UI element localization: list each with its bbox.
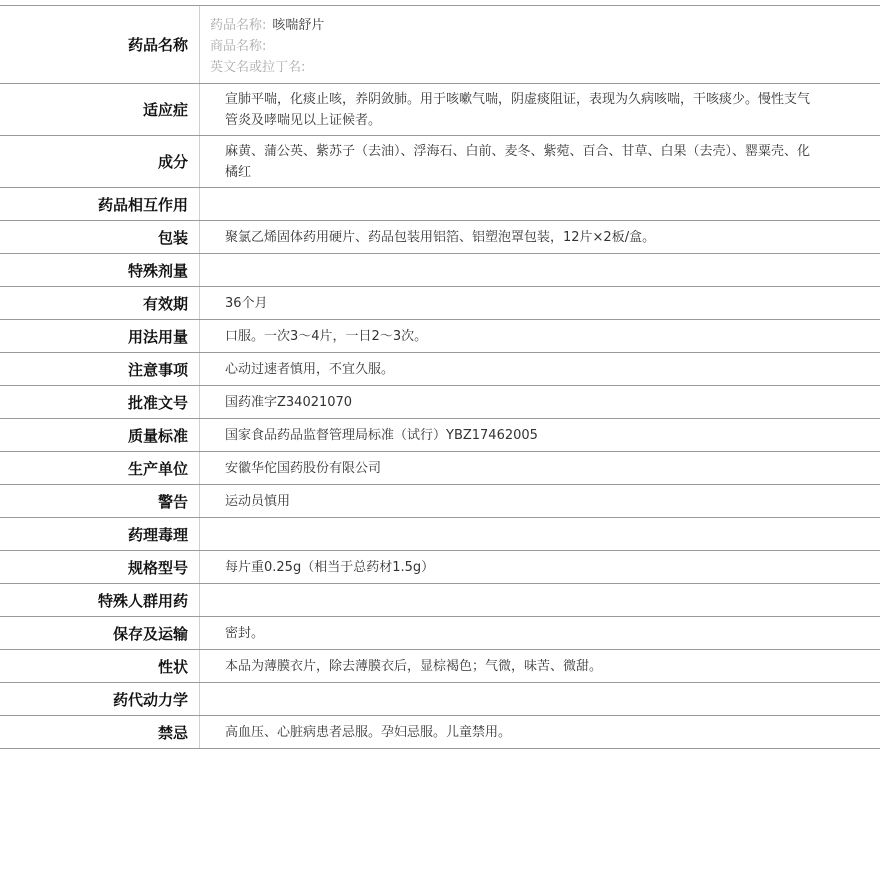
row-value [200,584,880,616]
row-label: 成分 [0,136,200,187]
row-label: 药品相互作用 [0,188,200,220]
row-interactions [0,188,880,221]
ingredients-text: 麻黄、蒲公英、紫苏子（去油）、浮海石、白前、麦冬、紫菀、百合、甘草、白果（去壳）、罂粟壳、化橘红 [225,143,811,180]
row-value [200,419,880,451]
indications-text: 宣肺平喘，化痰止咳，养阴敛肺。用于咳嗽气喘，阴虚痰阻证，表现为久病咳喘，干咳痰少。慢性支气管炎及哮喘见以上证候者。 [225,91,811,128]
row-label: 特殊人群用药 [0,584,200,616]
drug-info-table [0,5,880,749]
row-pharmacokinetics [0,683,880,716]
row-shelf-life [0,287,880,320]
packaging-text: 聚氯乙烯固体药用硬片、药品包装用铝箔、铝塑泡罩包装，12片×2板/盒。 [225,229,656,245]
row-specification [0,551,880,584]
row-label: 保存及运输 [0,617,200,649]
row-value [200,353,880,385]
row-label: 质量标准 [0,419,200,451]
row-label: 药理毒理 [0,518,200,550]
row-dosage [0,320,880,353]
contraindications-text: 高血压、心脏病患者忌服。孕妇忌服。儿童禁用。 [225,724,512,740]
row-quality-standard [0,419,880,452]
row-label: 药品名称 [0,6,200,83]
row-value [200,650,880,682]
drug-names-cell [200,6,880,83]
row-value [200,518,880,550]
row-approval-number [0,386,880,419]
row-label: 药代动力学 [0,683,200,715]
row-value [200,287,880,319]
row-drug-name [0,6,880,84]
shelf-life-text: 36个月 [225,295,268,311]
row-manufacturer [0,452,880,485]
dosage-text: 口服。一次3～4片，一日2～3次。 [225,328,428,344]
row-packaging [0,221,880,254]
row-value [200,254,880,286]
row-special-dosage [0,254,880,287]
row-value [200,84,880,135]
row-value [200,320,880,352]
row-value [200,452,880,484]
row-label: 警告 [0,485,200,517]
row-value [200,683,880,715]
row-special-populations [0,584,880,617]
row-label: 规格型号 [0,551,200,583]
row-appearance [0,650,880,683]
row-precautions [0,353,880,386]
row-label: 特殊剂量 [0,254,200,286]
approval-number-text: 国药准字Z34021070 [225,394,353,410]
row-pharmacology [0,518,880,551]
row-value [200,386,880,418]
row-ingredients [0,136,880,188]
row-value [200,136,880,187]
generic-name-line [210,15,870,36]
manufacturer-text: 安徽华佗国药股份有限公司 [225,460,382,476]
row-value [200,617,880,649]
generic-name-value: 咳喘舒片 [272,18,325,33]
english-name-line [210,57,870,78]
row-label: 用法用量 [0,320,200,352]
row-value [200,716,880,748]
row-contraindications [0,716,880,749]
storage-text: 密封。 [225,625,265,641]
row-label: 包装 [0,221,200,253]
row-storage [0,617,880,650]
specification-text: 每片重0.25g（相当于总药材1.5g） [225,559,435,575]
row-label: 有效期 [0,287,200,319]
warning-text: 运动员慎用 [225,493,291,509]
generic-name-key: 药品名称: [210,18,267,33]
row-value [200,188,880,220]
precautions-text: 心动过速者慎用，不宜久服。 [225,361,395,377]
row-label: 注意事项 [0,353,200,385]
row-value [200,551,880,583]
appearance-text: 本品为薄膜衣片，除去薄膜衣后，显棕褐色；气微，味苦、微甜。 [225,658,603,674]
english-name-key: 英文名或拉丁名: [210,60,306,75]
row-warning [0,485,880,518]
row-label: 禁忌 [0,716,200,748]
row-value [200,221,880,253]
row-indications [0,84,880,136]
trade-name-key: 商品名称: [210,39,267,54]
row-label: 生产单位 [0,452,200,484]
quality-standard-text: 国家食品药品监督管理局标准（试行）YBZ17462005 [225,427,538,443]
row-label: 适应症 [0,84,200,135]
row-label: 批准文号 [0,386,200,418]
row-value [200,485,880,517]
row-label: 性状 [0,650,200,682]
trade-name-line [210,36,870,57]
